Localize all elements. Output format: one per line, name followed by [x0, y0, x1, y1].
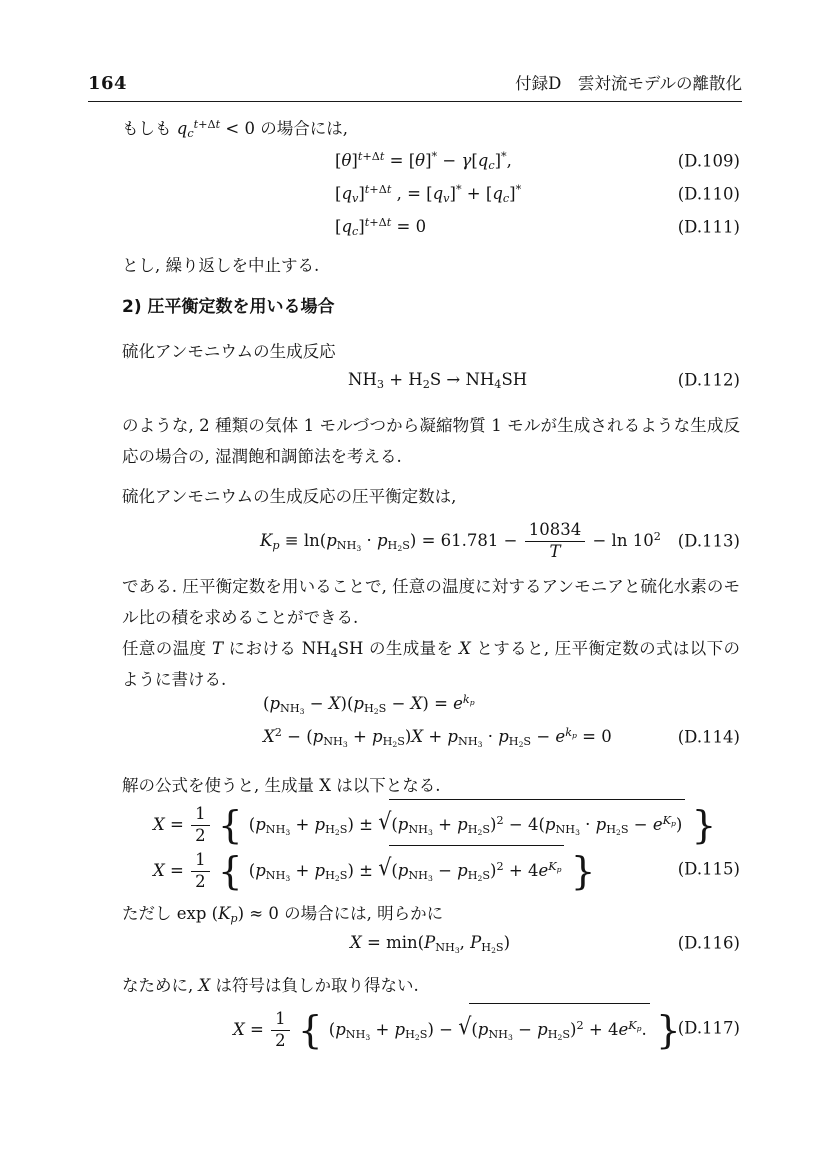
paragraph-equilibrium-after: [122, 571, 740, 633]
paragraph-formation-intro: [122, 336, 740, 367]
paragraph-equilibrium-after-text: である. 圧平衡定数を用いることで, 任意の温度に対するアンモニアと硫化水素のモル比の積を求めることができる.: [122, 577, 740, 627]
equation-number-d115: (D.115): [677, 859, 740, 879]
equation-row-d114b: [122, 725, 740, 750]
equation-number-d117: (D.117): [677, 1018, 740, 1038]
equation-row-d109: [122, 150, 740, 171]
equation-row-d112: [122, 369, 740, 390]
math-expression-d115a: X = $\frac{1}{2}$ { $(p_{NH_3} + p_{H_2S}) \pm √(p_{NH_3} + p_{H_2S})^2 - 4(p_{NH_3} \cdot p_{H_2S} - e^{K_p})$ }: [153, 799, 717, 849]
equation-row-d115a: [122, 799, 740, 847]
math-expression-d111: $[q_c]^{t+\Delta t} = 0$: [335, 215, 427, 239]
math-expression-d114a: $(p_{NH_3} - X)(p_{H_2S} - X) = e^{k_p}$: [263, 692, 475, 717]
equation-number-d116: (D.116): [677, 933, 740, 953]
paragraph-intro-text: もしも $q_c^{t+\Delta t} < 0$ の場合には,: [122, 117, 348, 141]
math-expression-d114b: $X^2 - (p_{NH_3} + p_{H_2S})X + p_{NH_3} \cdot p_{H_2S} - e^{k_p} = 0$: [263, 725, 612, 750]
paragraph-approx-zero: [122, 898, 740, 929]
equation-row-d116: [122, 932, 740, 956]
paragraph-equilibrium-intro: [122, 481, 740, 512]
chapter-title: 付録D 雲対流モデルの離散化: [515, 74, 742, 93]
section-heading: 2) 圧平衡定数を用いる場合: [122, 297, 335, 317]
math-expression-d115b: X = $\frac{1}{2}$ { $(p_{NH_3} + p_{H_2S}) \pm √(p_{NH_3} - p_{H_2S})^2 + 4e^{K_p}$ }: [153, 845, 596, 895]
paragraph-reaction-note: [122, 410, 740, 472]
equation-row-d117: [122, 1003, 740, 1053]
paragraph-after-iteration: [122, 250, 740, 281]
equation-number-d113: (D.113): [677, 531, 740, 551]
page-number: 164: [88, 73, 128, 94]
equation-number-d112: (D.112): [677, 370, 740, 390]
equation-row-d114a: [122, 692, 740, 717]
page-header: [88, 70, 742, 102]
math-expression-d109: $[\theta]^{t+\Delta t} = [\theta]^* - \gamma[q_c]^*$,: [335, 149, 512, 173]
section-heading-block: [122, 292, 740, 317]
paragraph-equilibrium-intro-text: 硫化アンモニウムの生成反応の圧平衡定数は,: [122, 487, 457, 506]
paragraph-after-iteration-text: とし, 繰り返しを中止する.: [122, 256, 320, 275]
equation-number-d111: (D.111): [677, 217, 740, 237]
paragraph-negative-sign-text: なために, X は符号は負しか取り得ない.: [122, 976, 419, 995]
math-expression-d117: X = $\frac{1}{2}$ { $(p_{NH_3} + p_{H_2S}) - √(p_{NH_3} - p_{H_2S})^2 + 4e^{K_p}$. }: [233, 1003, 682, 1055]
paragraph-production: [122, 633, 740, 695]
equation-row-d110: [122, 183, 740, 204]
equation-number-d110: (D.110): [677, 184, 740, 204]
paragraph-intro: [122, 113, 740, 144]
math-expression-d113: $K_p \equiv \ln(p_{NH_3} \cdot p_{H_2S}) = 61.781$ − $\frac{10834}{T}$ − $\ln 10^2$: [260, 520, 661, 561]
paragraph-reaction-note-text: のような, 2 種類の気体 1 モルづつから凝縮物質 1 モルが生成されるような生成反応の場合の, 湿潤飽和調節法を考える.: [122, 416, 740, 466]
equation-number-d114: (D.114): [677, 727, 740, 747]
math-expression-d116: $X = \min(P_{NH_3}$, $P_{H_2S}$): [350, 933, 511, 956]
equation-row-d111: [122, 216, 740, 237]
paragraph-approx-zero-text: ただし $\exp (K_p) \approx 0$ の場合には, 明らかに: [122, 904, 444, 926]
paragraph-quadratic-text: 解の公式を使うと, 生成量 X は以下となる.: [122, 776, 441, 795]
paragraph-negative-sign: [122, 970, 740, 1001]
math-expression-d112: $NH_3 + H_2S \to NH_4SH$: [348, 370, 528, 392]
paragraph-production-text: 任意の温度 T における $NH_4SH$ の生成量を X とすると, 圧平衡定数の式は以下のように書ける.: [122, 639, 740, 689]
equation-number-d109: (D.109): [677, 151, 740, 171]
paragraph-quadratic: [122, 770, 740, 801]
equation-row-d113: [122, 513, 740, 569]
math-expression-d110: $[q_v]^{t+\Delta t}$ , = $[q_v]^* + [q_c]^*$: [335, 182, 522, 206]
paragraph-formation-intro-text: 硫化アンモニウムの生成反応: [122, 342, 336, 361]
equation-row-d115b: [122, 845, 740, 893]
